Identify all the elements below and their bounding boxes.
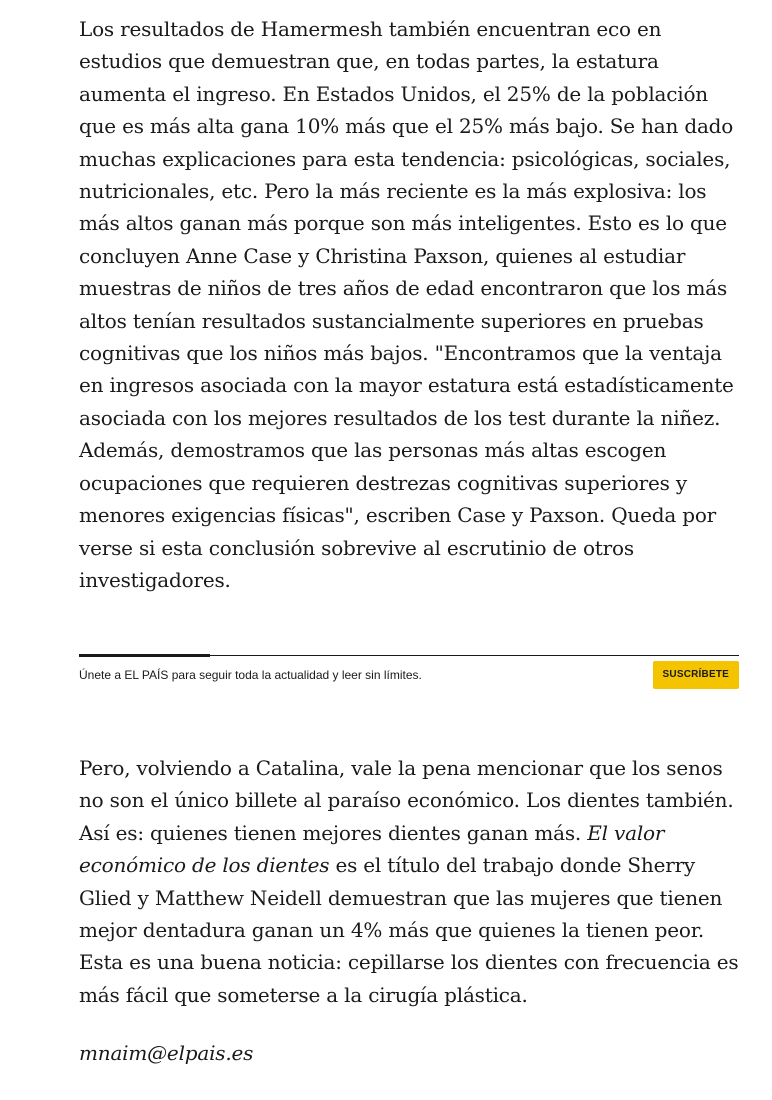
- banner-accent-bar: [79, 654, 210, 657]
- article-paragraph: [79, 752, 744, 1011]
- subscription-prompt: Únete a EL PAÍS para seguir toda la actualidad y leer sin límites.: [79, 668, 422, 682]
- subscribe-button[interactable]: SUSCRÍBETE: [653, 661, 739, 689]
- subscription-banner: [79, 655, 739, 705]
- paragraph-text: Pero, volviendo a Catalina, vale la pena mencionar que los senos no son el único billete al paraíso económico. Los dientes también. Así es: quienes tienen mejores dientes ganan más.: [79, 756, 734, 845]
- article-paragraph: Los resultados de Hamermesh también encuentran eco en estudios que demuestran que, en todas partes, la estatura aumenta el ingreso. En Estados Unidos, el 25% de la población que es más alta gana 10% más que el 25% más bajo. Se han dado muchas explicaciones para esta tendencia: psicológicas, sociales, nutricionales, etc. Pero la más reciente es la más explosiva: los más altos ganan más porque son más inteligentes. Esto es lo que concluyen Anne Case y Christina Paxson, quienes al estudiar muestras de niños de tres años de edad encontraron que los más altos tenían resultados sustancialmente superiores en pruebas cognitivas que los niños más bajos. "Encontramos que la ventaja en ingresos asociada con la mayor estatura está estadísticamente asociada con los mejores resultados de los test durante la niñez. Además, demostramos que las personas más altas escogen ocupaciones que requieren destrezas cognitivas superiores y menores exigencias físicas", escriben Case y Paxson. Queda por verse si esta conclusión sobrevive al escrutinio de otros investigadores.: [79, 17, 734, 592]
- paragraph-text: es el título del trabajo donde Sherry Glied y Matthew Neidell demuestran que las mujeres que tienen mejor dentadura ganan un 4% más que quienes la tienen peor. Esta es una buena noticia: cepillarse los dientes con frecuencia es más fácil que someterse a la cirugía plástica.: [79, 853, 739, 1007]
- study-title: El valor económico de los dientes: [79, 820, 665, 878]
- author-email[interactable]: mnaim@elpais.es: [79, 1041, 254, 1065]
